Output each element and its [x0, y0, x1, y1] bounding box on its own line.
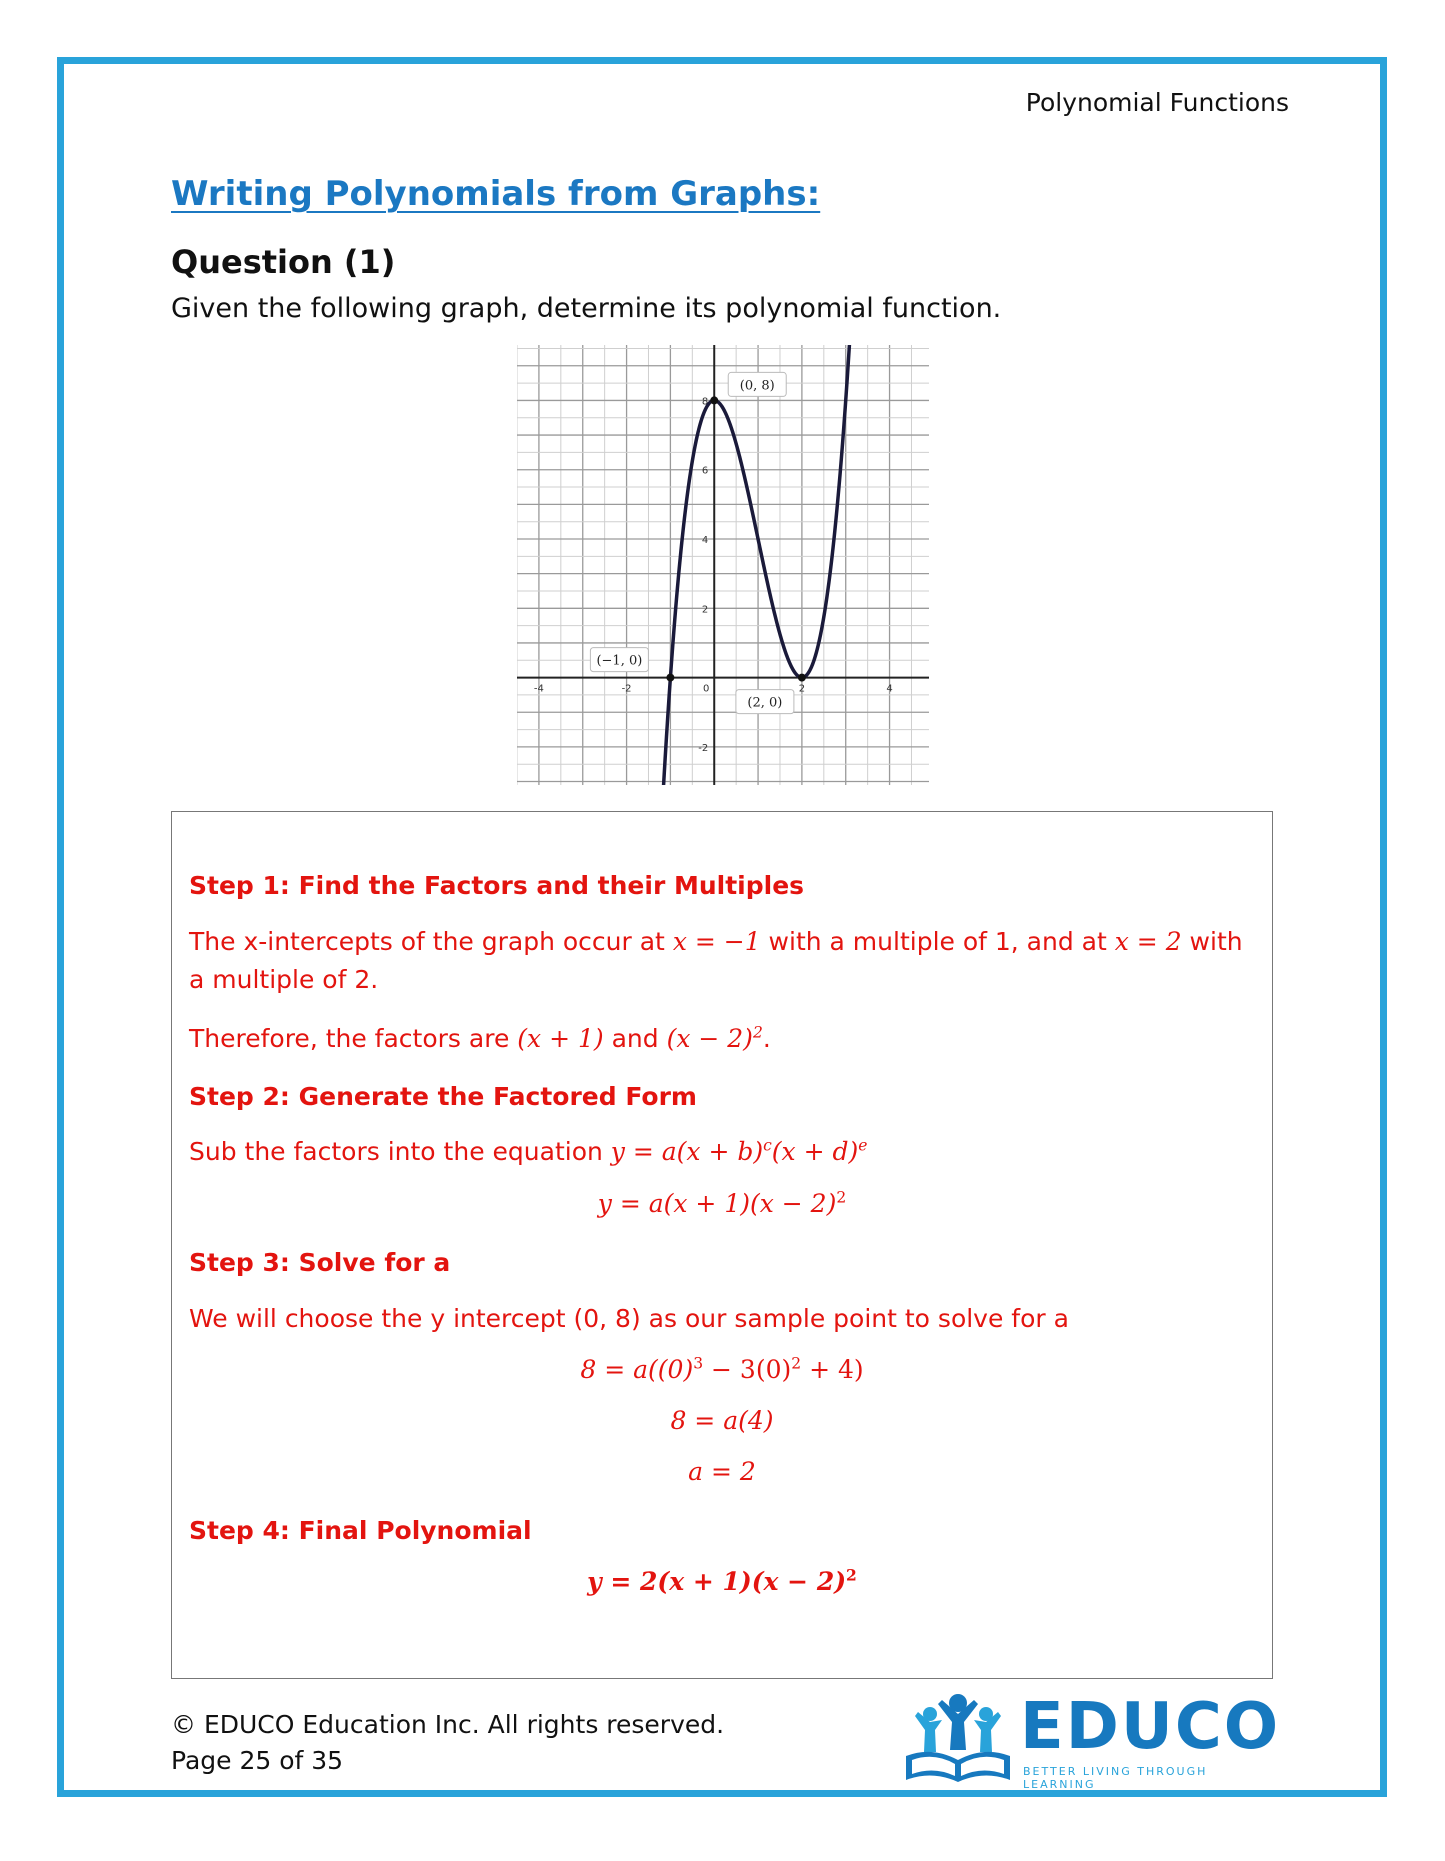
final-polynomial-exponent: 2	[846, 1565, 857, 1585]
subst-a: 8 = a((0)	[580, 1355, 694, 1384]
step1-factors	[189, 1020, 1249, 1058]
y-tick-label: 2	[701, 604, 709, 616]
final-polynomial-base: y = 2(x + 1)(x − 2)	[587, 1567, 847, 1596]
step3-paragraph: We will choose the y intercept (0, 8) as our sample point to solve for a	[189, 1304, 1069, 1333]
a-value-text: a = 2	[688, 1457, 756, 1486]
question-title: Question (1)	[171, 243, 396, 281]
subst-c: + 4)	[801, 1355, 864, 1384]
x-tick-label: -2	[621, 683, 632, 695]
logo-people-book-icon	[902, 1690, 1014, 1786]
point-label: (2, 0)	[747, 695, 783, 711]
x-tick-label: 4	[886, 683, 893, 695]
step1-text-c: with a multiple of 2.	[189, 927, 1243, 994]
general-form-exp-e: e	[858, 1136, 868, 1155]
factored-form-base: y = a(x + 1)(x − 2)	[597, 1189, 837, 1218]
subst-exp-1: 3	[693, 1354, 704, 1373]
running-title: Polynomial Functions	[1025, 88, 1289, 117]
factors-text-a: Therefore, the factors are	[189, 1024, 518, 1053]
factor-2-base: (x − 2)	[666, 1024, 753, 1053]
factored-form-exponent: 2	[836, 1188, 847, 1207]
step1-math-x1: x = −1	[672, 927, 761, 956]
point-marker	[666, 674, 674, 682]
simplified-equation	[172, 1406, 1272, 1435]
factor-1: (x + 1)	[517, 1024, 604, 1053]
point-label: (0, 8)	[739, 378, 775, 394]
y-tick-label: 6	[701, 465, 709, 477]
step2-heading: Step 2: Generate the Factored Form	[189, 1082, 697, 1111]
general-form-equation	[611, 1137, 868, 1166]
step1-text-b: with a multiple of 1, and at	[760, 927, 1115, 956]
factors-text-b: and	[603, 1024, 667, 1053]
footer-page-number: Page 25 of 35	[171, 1746, 344, 1775]
subst-b: − 3(0)	[703, 1355, 792, 1384]
x-tick-label: -4	[533, 683, 544, 695]
point-marker	[710, 396, 718, 404]
solution-box	[171, 811, 1273, 1679]
step1-heading: Step 1: Find the Factors and their Multiples	[189, 871, 805, 900]
y-tick-label: 4	[701, 535, 709, 547]
step3-heading: Step 3: Solve for a	[189, 1248, 451, 1277]
step1-math-x2: x = 2	[1114, 927, 1182, 956]
y-tick-label: 8	[701, 396, 709, 408]
factors-text-c: .	[762, 1024, 771, 1053]
step4-heading: Step 4: Final Polynomial	[189, 1516, 532, 1545]
point-label: (−1, 0)	[596, 653, 643, 669]
polynomial-graph	[517, 345, 929, 785]
substitution-equation	[172, 1355, 1272, 1384]
step2-text: Sub the factors into the equation	[189, 1137, 611, 1166]
general-form-b: (x + d)	[771, 1137, 859, 1166]
question-prompt: Given the following graph, determine its polynomial function.	[171, 293, 1002, 324]
point-marker	[798, 674, 806, 682]
logo-tagline: BETTER LIVING THROUGH LEARNING	[1023, 1765, 1208, 1791]
function-curve	[644, 345, 854, 785]
factored-form-equation	[172, 1189, 1272, 1218]
subst-exp-2: 2	[791, 1354, 802, 1373]
step1-text-a: The x-intercepts of the graph occur at	[189, 927, 673, 956]
factor-2	[667, 1024, 763, 1053]
logo-wordmark: EDUCO	[1020, 1690, 1281, 1764]
simplified-equation-text: 8 = a(4)	[670, 1406, 774, 1435]
footer-copyright: © EDUCO Education Inc. All rights reserved.	[171, 1710, 725, 1739]
step1-paragraph	[189, 923, 1249, 999]
labeled-points	[590, 372, 805, 713]
factor-2-exponent: 2	[752, 1023, 763, 1042]
general-form-exp-c: c	[763, 1136, 772, 1155]
final-polynomial	[172, 1567, 1272, 1596]
x-tick-label: 0	[703, 683, 710, 695]
educo-logo	[902, 1690, 1281, 1791]
y-tick-label: -2	[698, 742, 709, 754]
a-value-equation	[172, 1457, 1272, 1486]
section-title: Writing Polynomials from Graphs:	[171, 174, 821, 214]
step2-paragraph	[189, 1133, 1249, 1171]
x-tick-label: 2	[798, 683, 806, 695]
general-form-a: y = a(x + b)	[610, 1137, 764, 1166]
